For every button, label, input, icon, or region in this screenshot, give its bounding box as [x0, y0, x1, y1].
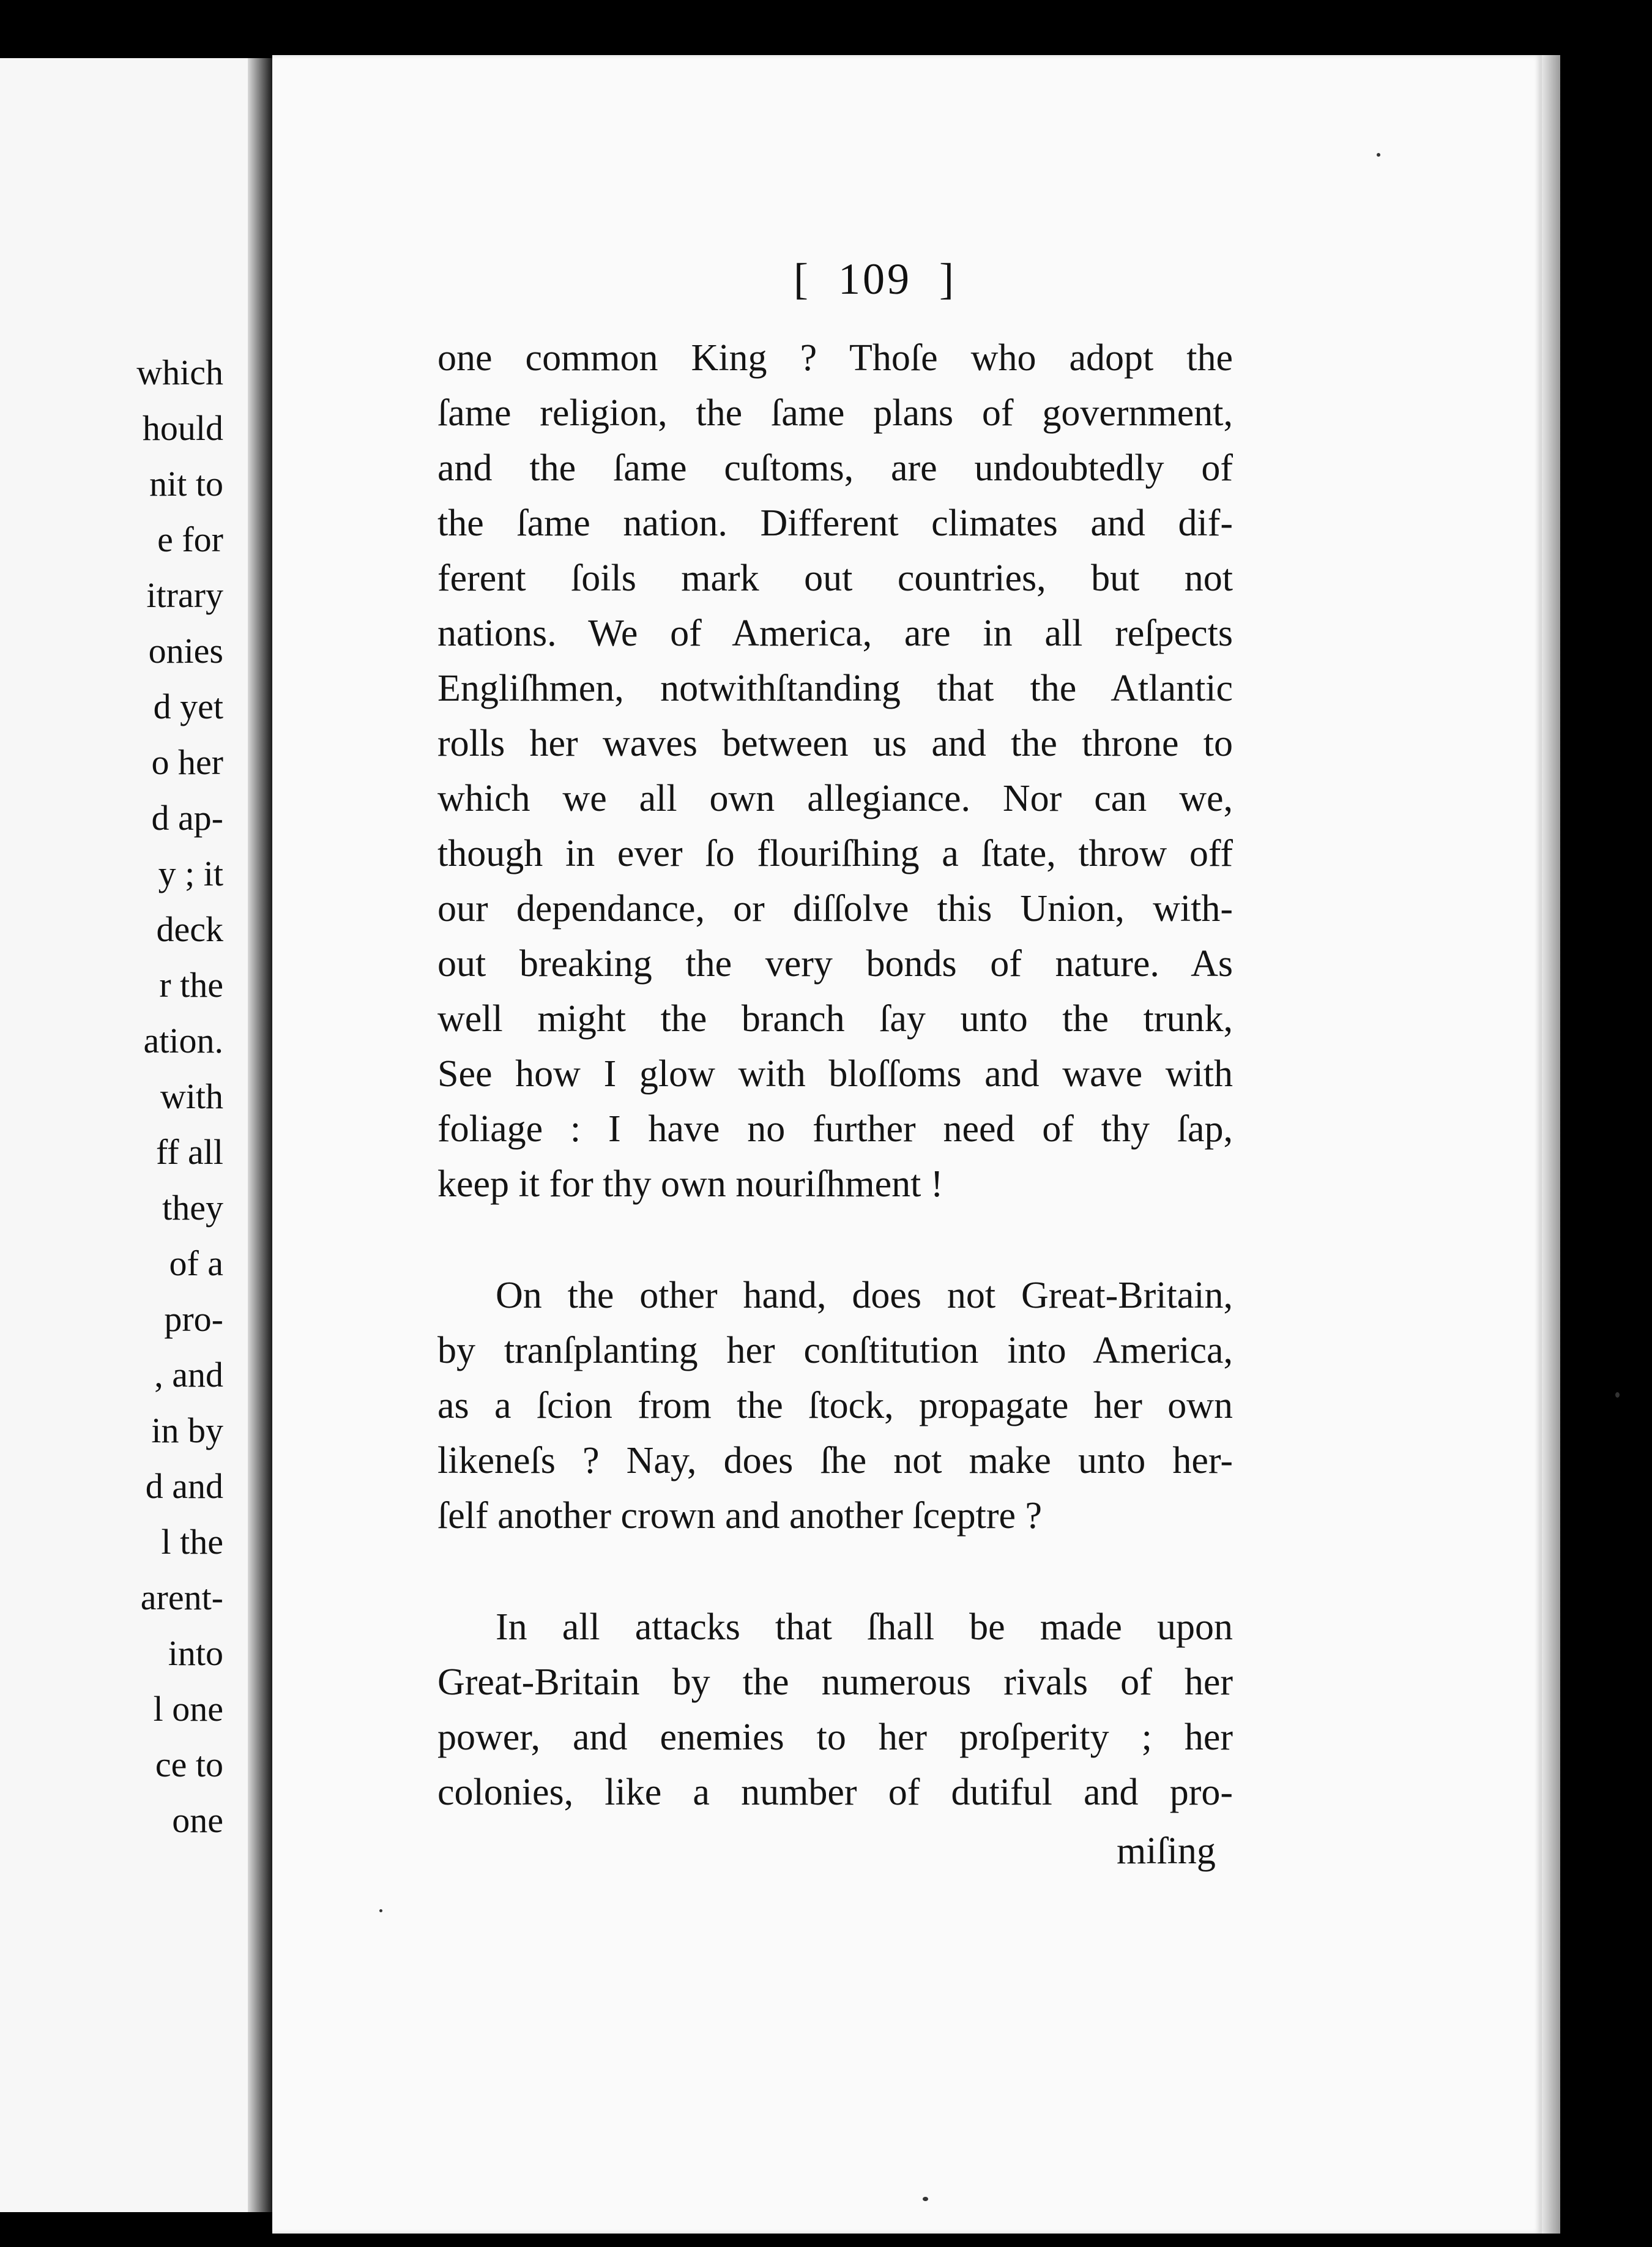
previous-page-line: into: [168, 1633, 223, 1673]
text-line: ſelf another crown and another ſceptre ?: [437, 1495, 1043, 1537]
text-line: ſame religion, the ſame plans of government,: [437, 392, 1233, 434]
text-line: nations. We of America, are in all reſpects: [437, 613, 1233, 654]
paragraph: [437, 1600, 1233, 1820]
previous-page-line: one: [172, 1800, 223, 1840]
paragraph: [437, 330, 1233, 1212]
previous-page-line: deck: [156, 909, 223, 949]
ink-speck: [923, 2197, 928, 2201]
page-number: 109: [838, 255, 912, 304]
close-bracket: ]: [939, 255, 956, 304]
body-text: [437, 330, 1233, 1820]
previous-page-line: in by: [151, 1410, 223, 1450]
previous-page-line: hould: [142, 408, 223, 448]
text-line: foliage : I have no further need of thy ſap,: [437, 1108, 1233, 1150]
text-line: which we all own allegiance. Nor can we,: [437, 778, 1233, 819]
text-line: rolls her waves between us and the throne to: [437, 723, 1233, 764]
book-gutter: [248, 58, 272, 2212]
ink-speck: [1615, 1392, 1620, 1398]
previous-page-line: d and: [145, 1466, 223, 1506]
ink-speck: [1377, 153, 1380, 157]
text-line: ferent ſoils mark out countries, but not: [437, 557, 1233, 599]
previous-page-fragment: [0, 58, 257, 2212]
text-line: well might the branch ſay unto the trunk,: [437, 998, 1233, 1040]
text-line: out breaking the very bonds of nature. As: [437, 943, 1233, 985]
text-line: the ſame nation. Different climates and dif-: [437, 502, 1233, 544]
paragraph: [437, 1268, 1233, 1543]
previous-page-line: of a: [169, 1243, 223, 1283]
text-line: keep it for thy own nouriſhment !: [437, 1163, 943, 1205]
text-line: Engliſhmen, notwithſtanding that the Atlantic: [437, 668, 1233, 709]
previous-page-line: d ap-: [151, 798, 223, 838]
previous-page-line: , and: [154, 1355, 223, 1395]
previous-page-line: l one: [153, 1689, 223, 1729]
text-line: and the ſame cuſtoms, are undoubtedly of: [437, 447, 1233, 489]
text-line: On the other hand, does not Great-Britain,: [496, 1275, 1233, 1316]
previous-page-line: itrary: [146, 575, 223, 615]
previous-page-line: nit to: [149, 464, 223, 504]
previous-page-line: d yet: [153, 687, 223, 726]
previous-page-line: onies: [148, 631, 223, 671]
previous-page-line: ff all: [155, 1132, 223, 1172]
previous-page-line: e for: [157, 520, 223, 559]
text-line: In all attacks that ſhall be made upon: [496, 1606, 1233, 1648]
text-line: one common King ? Thoſe who adopt the: [437, 337, 1233, 379]
previous-page-line: l the: [161, 1522, 223, 1562]
text-line: likeneſs ? Nay, does ſhe not make unto her-: [437, 1440, 1233, 1481]
previous-page-line: ation.: [143, 1021, 223, 1060]
paragraph-gap: [437, 1212, 1233, 1268]
page-edge: [1542, 55, 1560, 2234]
text-line: See how I glow with bloſſoms and wave with: [437, 1053, 1233, 1095]
previous-page-line: with: [160, 1076, 223, 1116]
text-line: colonies, like a number of dutiful and pro-: [437, 1772, 1233, 1813]
catchword: miſing: [1117, 1830, 1216, 1872]
text-line: as a ſcion from the ſtock, propagate her own: [437, 1385, 1233, 1426]
previous-page-line: ce to: [155, 1745, 223, 1784]
text-line: power, and enemies to her proſperity ; her: [437, 1716, 1233, 1758]
paragraph-gap: [437, 1543, 1233, 1600]
text-line: Great-Britain by the numerous rivals of her: [437, 1661, 1233, 1703]
previous-page-line: y ; it: [158, 854, 223, 893]
ink-speck: [379, 1909, 382, 1912]
text-line: though in ever ſo flouriſhing a ſtate, throw off: [437, 833, 1233, 874]
previous-page-line: arent-: [140, 1578, 223, 1617]
text-line: by tranſplanting her conſtitution into America,: [437, 1330, 1233, 1371]
previous-page-line: r the: [159, 965, 223, 1005]
text-line: our dependance, or diſſolve this Union, with-: [437, 888, 1233, 930]
previous-page-line: which: [136, 352, 223, 392]
running-head: [0, 254, 1652, 305]
previous-page-line: pro-: [164, 1299, 223, 1339]
open-bracket: [: [794, 255, 811, 304]
previous-page-line: o her: [151, 742, 223, 782]
previous-page-line: they: [162, 1188, 223, 1228]
